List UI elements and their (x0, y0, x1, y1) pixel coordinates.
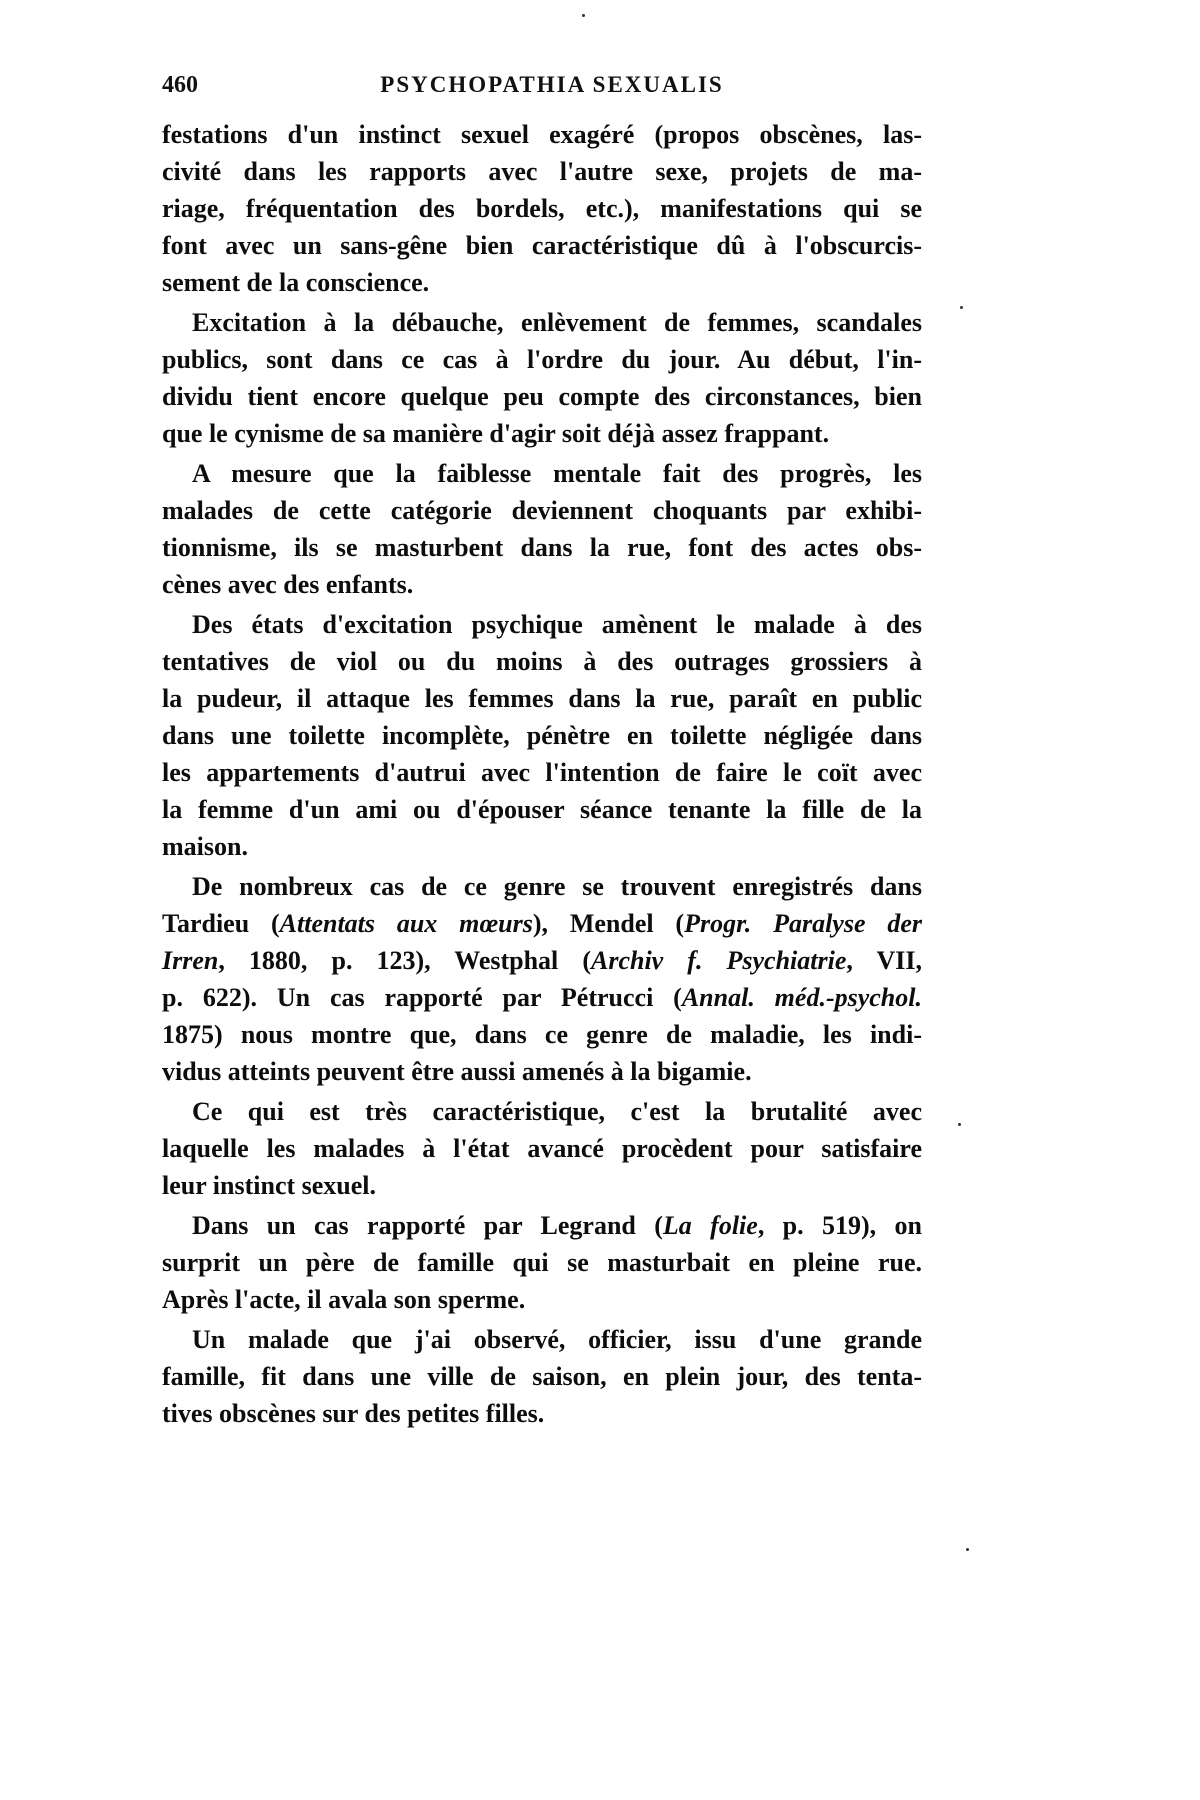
text-segment: dans une toilette incomplète, pénètre en toilette négligée dans (162, 721, 922, 750)
text-segment: laquelle les malades à l'état avancé procèdent pour satisfaire (162, 1134, 922, 1163)
text-segment: la femme d'un ami ou d'épouser séance tenante la fille de la (162, 795, 922, 824)
text-line (162, 1358, 922, 1395)
running-title: PSYCHOPATHIA SEXUALIS (380, 72, 724, 97)
text-segment: publics, sont dans ce cas à l'ordre du jour. Au début, l'in- (162, 345, 922, 374)
text-segment: De nombreux cas de ce genre se trouvent enregistrés dans (192, 872, 922, 901)
italic-citation: Progr. Paralyse der (684, 909, 922, 938)
text-segment: A mesure que la faiblesse mentale fait des progrès, les (192, 459, 922, 488)
text-line (162, 717, 922, 754)
text-line (162, 566, 922, 603)
scan-speck (960, 306, 963, 309)
text-line (162, 1053, 922, 1090)
text-line (162, 828, 922, 865)
paragraph (162, 304, 922, 452)
text-line (162, 1207, 922, 1244)
text-line (162, 341, 922, 378)
text-line (162, 754, 922, 791)
text-segment: maison. (162, 832, 248, 861)
paragraph (162, 1093, 922, 1204)
text-segment: Un malade que j'ai observé, officier, issu d'une grande (192, 1325, 922, 1354)
italic-citation: Annal. méd.-psychol. (681, 983, 922, 1012)
text-line (162, 227, 922, 264)
text-line (162, 1016, 922, 1053)
text-segment: que le cynisme de sa manière d'agir soit déjà assez frappant. (162, 419, 830, 448)
text-segment: Ce qui est très caractéristique, c'est la brutalité avec (192, 1097, 922, 1126)
text-segment: malades de cette catégorie deviennent choquants par exhibi- (162, 496, 922, 525)
text-segment: sement de la conscience. (162, 268, 430, 297)
text-segment: , VII, (846, 946, 922, 975)
paragraph (162, 1321, 922, 1432)
scan-speck (582, 14, 585, 17)
text-line (162, 492, 922, 529)
text-line (162, 606, 922, 643)
text-line (162, 1167, 922, 1204)
scan-speck (966, 1548, 969, 1551)
text-line (162, 415, 922, 452)
italic-citation: Archiv f. Psychiatrie (591, 946, 847, 975)
text-segment: Des états d'excitation psychique amènent le malade à des (192, 610, 922, 639)
text-line (162, 455, 922, 492)
text-segment: riage, fréquentation des bordels, etc.), manifestations qui se (162, 194, 922, 223)
text-segment: 1875) nous montre que, dans ce genre de maladie, les indi- (162, 1020, 922, 1049)
text-segment: , 1880, p. 123), Westphal ( (218, 946, 591, 975)
text-segment: ), Mendel ( (532, 909, 685, 938)
text-segment: les appartements d'autrui avec l'intention de faire le coït avec (162, 758, 922, 787)
text-line (162, 304, 922, 341)
text-line (162, 1281, 922, 1318)
italic-citation: Attentats aux mœurs (279, 909, 533, 938)
scan-speck (958, 1123, 961, 1126)
text-line (162, 1093, 922, 1130)
text-segment: Dans un cas rapporté par Legrand ( (192, 1211, 663, 1240)
italic-citation: Irren (162, 946, 219, 975)
paragraph (162, 1207, 922, 1318)
body-text (162, 116, 922, 1435)
text-segment: tives obscènes sur des petites filles. (162, 1399, 545, 1428)
text-segment: dividu tient encore quelque peu compte des circonstances, bien (162, 382, 922, 411)
italic-citation: La folie (662, 1211, 758, 1240)
text-line (162, 905, 922, 942)
text-line (162, 116, 922, 153)
text-segment: leur instinct sexuel. (162, 1171, 377, 1200)
text-line (162, 868, 922, 905)
text-line (162, 153, 922, 190)
text-line (162, 791, 922, 828)
paragraph (162, 116, 922, 301)
page-number: 460 (162, 72, 198, 98)
text-line (162, 190, 922, 227)
paragraph (162, 606, 922, 865)
text-segment: la pudeur, il attaque les femmes dans la rue, paraît en public (162, 684, 922, 713)
paragraph (162, 455, 922, 603)
text-segment: famille, fit dans une ville de saison, en plein jour, des tenta- (162, 1362, 922, 1391)
text-segment: p. 622). Un cas rapporté par Pétrucci ( (162, 983, 682, 1012)
text-line (162, 979, 922, 1016)
text-line (162, 643, 922, 680)
text-line (162, 378, 922, 415)
text-segment: font avec un sans-gêne bien caractéristique dû à l'obscurcis- (162, 231, 922, 260)
text-segment: Tardieu ( (162, 909, 280, 938)
text-segment: vidus atteints peuvent être aussi amenés à la bigamie. (162, 1057, 752, 1086)
text-line (162, 1130, 922, 1167)
text-line (162, 1321, 922, 1358)
text-line (162, 942, 922, 979)
text-segment: civité dans les rapports avec l'autre sexe, projets de ma- (162, 157, 922, 186)
text-line (162, 264, 922, 301)
paragraph (162, 868, 922, 1090)
text-line (162, 680, 922, 717)
text-line (162, 529, 922, 566)
text-segment: , p. 519), on (757, 1211, 923, 1240)
text-line (162, 1395, 922, 1432)
text-segment: Après l'acte, il avala son sperme. (162, 1285, 526, 1314)
text-segment: tentatives de viol ou du moins à des outrages grossiers à (162, 647, 922, 676)
text-line (162, 1244, 922, 1281)
text-segment: surprit un père de famille qui se masturbait en pleine rue. (162, 1248, 922, 1277)
text-segment: Excitation à la débauche, enlèvement de femmes, scandales (192, 308, 922, 337)
text-segment: tionnisme, ils se masturbent dans la rue, font des actes obs- (162, 533, 922, 562)
text-segment: cènes avec des enfants. (162, 570, 414, 599)
page-header (162, 72, 922, 108)
text-segment: festations d'un instinct sexuel exagéré (propos obscènes, las- (162, 120, 922, 149)
